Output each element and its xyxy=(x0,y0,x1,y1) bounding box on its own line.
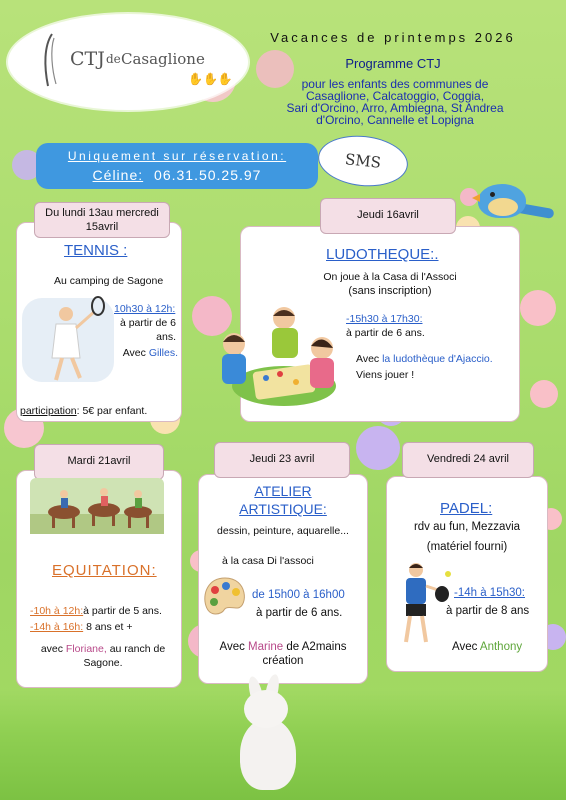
equitation-date: Mardi 21avril xyxy=(34,444,164,480)
tennis-age: à partir de 6 ans. xyxy=(119,317,176,343)
ludo-title: LUDOTHEQUE:. xyxy=(326,246,439,263)
atelier-place: à la casa Di l'associ xyxy=(222,555,314,567)
logo-text: CTJ xyxy=(70,48,105,70)
padel-player-icon xyxy=(392,560,452,650)
logo-text-place: Casaglione xyxy=(121,50,205,68)
logo-mark-icon xyxy=(38,30,62,90)
equitation-slot1: -10h à 12h:à partir de 5 ans. xyxy=(30,605,162,617)
phone-number[interactable]: 06.31.50.25.97 xyxy=(154,167,262,183)
padel-date: Vendredi 24 avril xyxy=(402,442,534,478)
tennis-title: TENNIS : xyxy=(64,242,128,259)
atelier-time: de 15h00 à 16h00 xyxy=(252,589,345,601)
padel-instructor: Avec Anthony xyxy=(452,641,523,653)
padel-title: PADEL: xyxy=(440,500,493,517)
atelier-age: à partir de 6 ans. xyxy=(256,607,343,619)
equitation-slot2: -14h à 16h: 8 ans et + xyxy=(30,621,133,633)
contact-name: Céline: xyxy=(92,167,144,183)
ludo-partner: Avec la ludothèque d'Ajaccio. xyxy=(356,353,493,365)
atelier-instructor: Avec Marine de A2mains création xyxy=(219,641,347,667)
reservation-note: Uniquement sur réservation: xyxy=(67,149,287,163)
tennis-instructor: Avec Gilles. xyxy=(122,347,178,359)
reservation-banner xyxy=(36,143,318,189)
padel-place: rdv au fun, Mezzavia xyxy=(413,521,521,533)
padel-equipment: (matériel fourni) xyxy=(426,541,508,553)
padel-age: à partir de 8 ans xyxy=(446,605,530,617)
horses-icon xyxy=(30,478,164,534)
ludo-age: à partir de 6 ans. xyxy=(346,327,425,339)
atelier-date: Jeudi 23 avril xyxy=(214,442,350,478)
padel-time: -14h à 15h30: xyxy=(454,587,525,599)
equitation-instructor: avec Floriane, au ranch de Sagone. xyxy=(40,643,166,669)
page-title: Vacances de printemps 2026 xyxy=(270,30,516,45)
tennis-date: Du lundi 13au mercredi 15avril xyxy=(34,202,170,238)
tennis-time: 10h30 à 12h: xyxy=(114,303,176,315)
kids-boardgame-icon xyxy=(214,304,342,412)
ludo-date: Jeudi 16avril xyxy=(320,198,456,234)
ludo-time: -15h30 à 17h30: xyxy=(346,313,423,325)
audience-text: pour les enfants des communes de Casaglione, Calcatoggio, Coggia, Sari d'Orcino, Arro, Ambiegna, St Andrea d'Orcino, Cannelle et Lopigna xyxy=(286,77,504,127)
hands-icon: ✋✋✋ xyxy=(188,72,233,86)
ludo-desc: On joue à la Casa di l'Associ (sans inscription) xyxy=(323,271,457,297)
atelier-desc: dessin, peinture, aquarelle... xyxy=(217,525,349,537)
tennis-price: participation: 5€ par enfant. xyxy=(20,405,148,417)
tennis-player-icon xyxy=(22,292,114,388)
equitation-title: EQUITATION: xyxy=(52,562,157,579)
palette-icon xyxy=(200,574,250,622)
ludo-cta: Viens jouer ! xyxy=(356,369,415,381)
logo-text-de: de xyxy=(106,52,121,66)
sms-bubble: SMS xyxy=(316,131,411,190)
atelier-title: ATELIER ARTISTIQUE: xyxy=(239,483,327,517)
program-title: Programme CTJ xyxy=(345,56,441,71)
tennis-place: Au camping de Sagone xyxy=(54,275,164,287)
